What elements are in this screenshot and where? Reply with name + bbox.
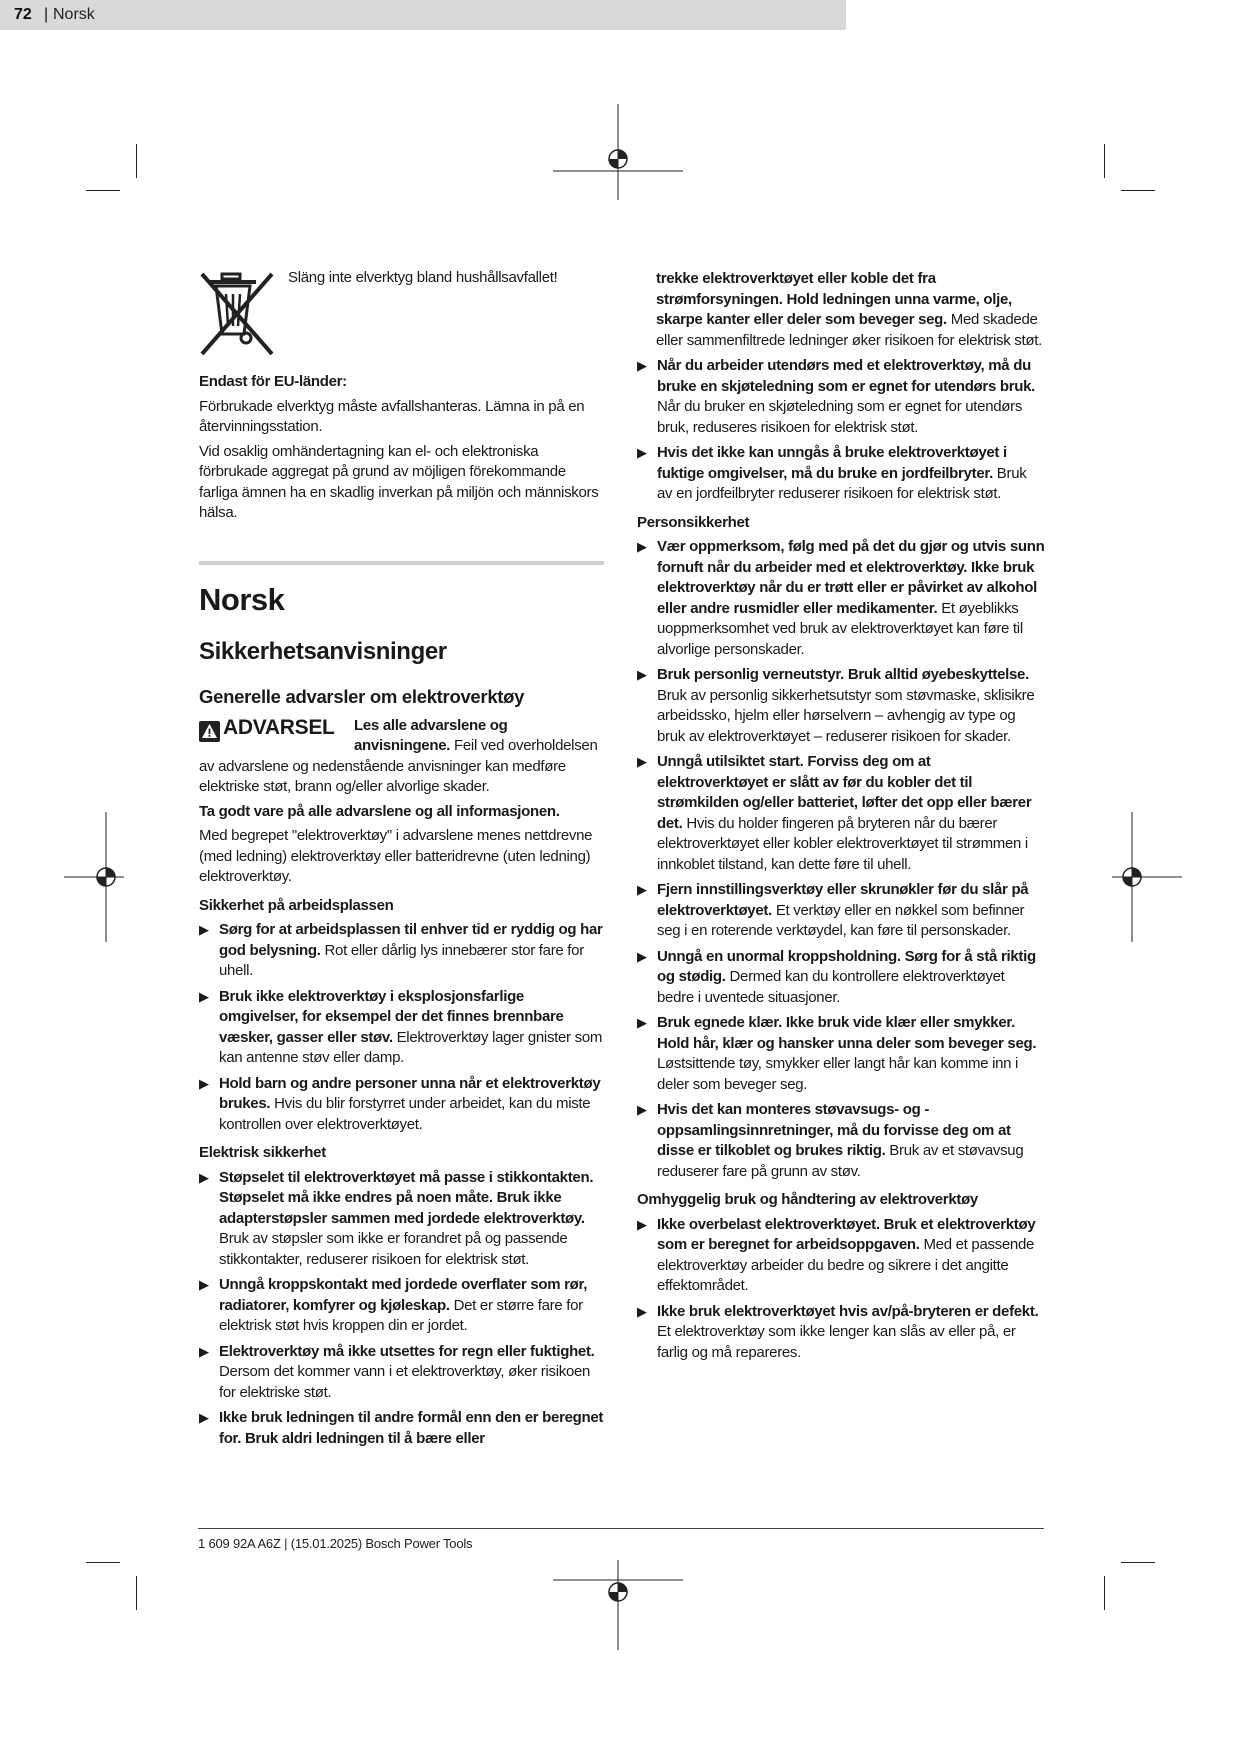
item-bold: Hold barn og andre personer unna når et elektroverktøy brukes. [219,1074,601,1112]
warning-badge [199,716,354,750]
header-language: Norsk [53,6,95,23]
item-text: Bruk av et støvavsug reduserer fare på grunn av støv. [657,1142,1024,1180]
footer-text: 1 609 92A A6Z | (15.01.2025) Bosch Power Tools [198,1536,473,1551]
bullet-arrow-icon: ▶ [199,1075,209,1091]
registration-mark-left-icon [64,812,124,942]
item-text: Bruk av støpsler som ikke er forandret på og passende stikkontakter, reduserer risikoen for elektrisk støt. [219,1230,568,1268]
item-bold: Når du arbeider utendørs med et elektroverktøy, må du bruke en skjøteledning som er egnet for utendørs bruk. [657,357,1036,395]
bullet-arrow-icon: ▶ [199,1277,209,1292]
left-column [199,326,604,1454]
careful-use-list [637,1215,1045,1364]
warning-block [199,716,604,798]
list-item [199,1342,604,1404]
weee-text: Släng inte elverktyg bland hushållsavfallet! [288,269,558,286]
list-item [199,1168,604,1271]
item-bold: Vær oppmerksom, følg med på det du gjør og utvis sunn fornuft når du arbeider med et elektroverktøy. Ikke bruk elektroverktøy når du er trøtt eller er påvirket av alkohol eller andre rusmidler eller medikamenter. [657,538,1045,617]
item-bold: Bruk ikke elektroverktøy i eksplosjonsfarlige omgivelser, for eksempel der det finnes brennbare væsker, gasser eller støv. [219,987,564,1046]
warning-bold-text: Les alle advarslene og anvisningene. [354,716,508,754]
item-bold: Unngå kroppskontakt med jordede overflater som rør, radiatorer, komfyrer og kjøleskap. [219,1276,588,1314]
item-text: Et verktøy eller en nøkkel som befinner seg i en roterende verktøydel, kan føre til personskader. [657,901,1025,939]
list-item [199,1275,604,1337]
bullet-arrow-icon: ▶ [199,1169,209,1185]
eu-paragraph-1: Förbrukade elverktyg måste avfallshanteras. Lämna in på en återvinningsstation. [199,397,585,435]
eu-title: Endast för EU-länder: [199,373,347,390]
list-item [637,1302,1045,1364]
item-text: Bruk av en jordfeilbryter reduserer risikoen for elektrisk støt. [657,464,1027,502]
bullet-arrow-icon: ▶ [637,882,647,897]
bullet-arrow-icon: ▶ [637,1015,647,1030]
list-item-continuation [637,269,1045,351]
item-text: Når du bruker en skjøteledning som er egnet for utendørs bruk, reduseres risikoen for elektrisk støt. [657,398,1023,436]
item-bold: Fjern innstillingsverktøy eller skrunøkler før du slår på elektroverktøyet. [657,881,1029,919]
section-title-personal: Personsikkerhet [637,513,750,531]
item-text: Dermed kan du kontrollere elektroverktøyet bedre i uventede situasjoner. [657,968,1005,1006]
warning-label: ADVARSEL [223,715,335,739]
registration-mark-right-icon [1112,812,1182,942]
item-text: Med et passende elektroverktøy arbeider du bedre og sikrere i det angitte effektområdet. [657,1236,1035,1294]
warning-text: Feil ved overholdelsen av advarslene og nedenstående anvisninger kan medføre elektriske støt, brann og/eller alvorlige skader. [199,737,598,795]
page-number: 72 [14,6,32,23]
item-bold: Ikke bruk ledningen til andre formål enn den er beregnet for. Bruk aldri ledningen til å bære eller [219,1409,604,1447]
item-bold: Elektroverktøy må ikke utsettes for regn eller fuktighet. [219,1342,595,1360]
section-divider [199,561,604,565]
item-bold: trekke elektroverktøyet eller koble det fra strømforsyningen. Hold ledningen unna varme, olje, skarpe kanter eller deler som beveger seg. [656,270,1012,328]
item-text: Hvis du holder fingeren på bryteren når du bærer elektroverktøyet eller kobler elektroverktøyet til strømmen i innkoblet tilstand, kan dette føre til uhell. [657,814,1028,873]
section-title-careful-use: Omhyggelig bruk og håndtering av elektroverktøy [637,1191,978,1208]
section-title-workplace: Sikkerhet på arbeidsplassen [199,896,394,914]
item-text: Bruk av personlig sikkerhetsutstyr som støvmaske, sklisikre arbeidssko, hjelm eller hørselvern – avhengig av type og bruk av elektroverktøyet – reduserer risikoen for skader. [657,686,1035,745]
list-item [637,665,1045,747]
item-bold: Unngå utilsiktet start. Forviss deg om at elektroverktøyet er slått av før du kobler det til strømkilden og/eller batteriet, løfter det opp eller bærer det. [657,753,1032,832]
section-title-electrical: Elektrisk sikkerhet [199,1144,326,1161]
footer-rule [198,1528,1044,1529]
bullet-arrow-icon: ▶ [637,358,647,373]
item-bold: Ikke overbelast elektroverktøyet. Bruk et elektroverktøy som er beregnet for arbeidsoppgaven. [657,1215,1036,1253]
item-text: Dersom det kommer vann i et elektroverktøy, øker risikoen for elektriske støt. [219,1363,591,1401]
bullet-arrow-icon: ▶ [637,539,647,554]
bullet-arrow-icon: ▶ [199,988,209,1004]
bullet-arrow-icon: ▶ [637,1102,647,1117]
list-item [637,1013,1045,1095]
right-column [637,269,1045,1368]
item-text: Det er større fare for elektrisk støt hvis kroppen din er jordet. [219,1296,583,1334]
item-text: Et elektroverktøy som ikke lenger kan slås av eller på, er farlig og må repareres. [657,1323,1016,1361]
list-item [199,920,604,982]
item-bold: Hvis det ikke kan unngås å bruke elektroverktøyet i fuktige omgivelser, må du bruke en jordfeilbryter. [657,444,1007,482]
bullet-arrow-icon: ▶ [199,1410,209,1425]
list-item [637,443,1045,505]
item-text: Rot eller dårlig lys innebærer stor fare for uhell. [219,941,584,979]
list-item [637,537,1045,660]
intro-bold: Ta godt vare på alle advarslene og all informasjonen. [199,802,560,820]
bullet-arrow-icon: ▶ [637,1216,647,1232]
bullet-arrow-icon: ▶ [637,445,647,460]
list-item [637,752,1045,875]
item-text: Et øyeblikks uoppmerksomhet ved bruk av elektroverktøyet kan føre til alvorlige personskader. [657,599,1023,658]
item-text: Løstsittende tøy, smykker eller langt hår kan komme inn i deler som beveger seg. [657,1055,1019,1093]
language-heading: Norsk [199,581,285,617]
personal-list [637,537,1045,1182]
bullet-arrow-icon: ▶ [637,754,647,769]
list-item [637,947,1045,1009]
item-bold: Bruk personlig verneutstyr. Bruk alltid øyebeskyttelse. [657,666,1029,683]
list-item [637,880,1045,942]
item-text: Med skadede eller sammenfiltrede ledninger øker risikoen for elektrisk støt. [656,311,1042,349]
workplace-list [199,920,604,1135]
item-bold: Unngå en unormal kroppsholdning. Sørg for å stå riktig og stødig. [657,947,1036,985]
registration-mark-top-icon [553,104,683,200]
safety-heading: Sikkerhetsanvisninger [199,637,447,665]
page-header [0,0,846,30]
electrical-list [199,1168,604,1450]
list-item [199,987,604,1069]
list-item [637,1215,1045,1297]
registration-mark-bottom-icon [553,1560,683,1656]
item-bold: Støpselet til elektroverktøyet må passe i stikkontakten. Støpselet må ikke endres på noen måte. Bruk ikke adapterstøpsler sammen med jordede elektroverktøy. [219,1168,594,1227]
bullet-arrow-icon: ▶ [199,922,209,937]
header-separator: | [44,6,49,23]
warning-triangle-icon [199,721,220,742]
bullet-arrow-icon: ▶ [637,1303,647,1319]
intro-text: Med begrepet "elektroverktøy" i advarslene menes nettdrevne (med ledning) elektroverktøy eller batteridrevne (uten ledning) elektroverktøy. [199,827,593,885]
item-bold: Sørg for at arbeidsplassen til enhver tid er ryddig og har god belysning. [219,921,603,959]
item-text: Hvis du blir forstyrret under arbeidet, kan du miste kontrollen over elektroverktøyet. [219,1095,591,1133]
list-item [637,356,1045,438]
item-bold: Hvis det kan monteres støvavsugs- og -oppsamlingsinnretninger, må du forvisse deg om at disse er tilkoblet og brukes riktig. [657,1101,1011,1159]
eu-paragraph-2: Vid osaklig omhändertagning kan el- och elektroniska förbrukade aggregat på grund av möjligen förekommande farliga ämnen ha en skadlig inverkan på miljön och människors hälsa. [199,442,599,521]
general-warnings-heading: Generelle advarsler om elektroverktøy [199,685,525,707]
item-text: Elektroverktøy lager gnister som kan antenne støv eller damp. [219,1028,603,1066]
bullet-arrow-icon: ▶ [637,667,647,682]
item-bold: Ikke bruk elektroverktøyet hvis av/på-bryteren er defekt. [657,1302,1039,1320]
list-item [199,1074,604,1136]
list-item [637,1100,1045,1182]
item-bold: Bruk egnede klær. Ikke bruk vide klær eller smykker. Hold hår, klær og hansker unna deler som beveger seg. [657,1014,1037,1052]
bullet-arrow-icon: ▶ [637,948,647,964]
bullet-arrow-icon: ▶ [199,1343,209,1359]
list-item [199,1408,604,1449]
